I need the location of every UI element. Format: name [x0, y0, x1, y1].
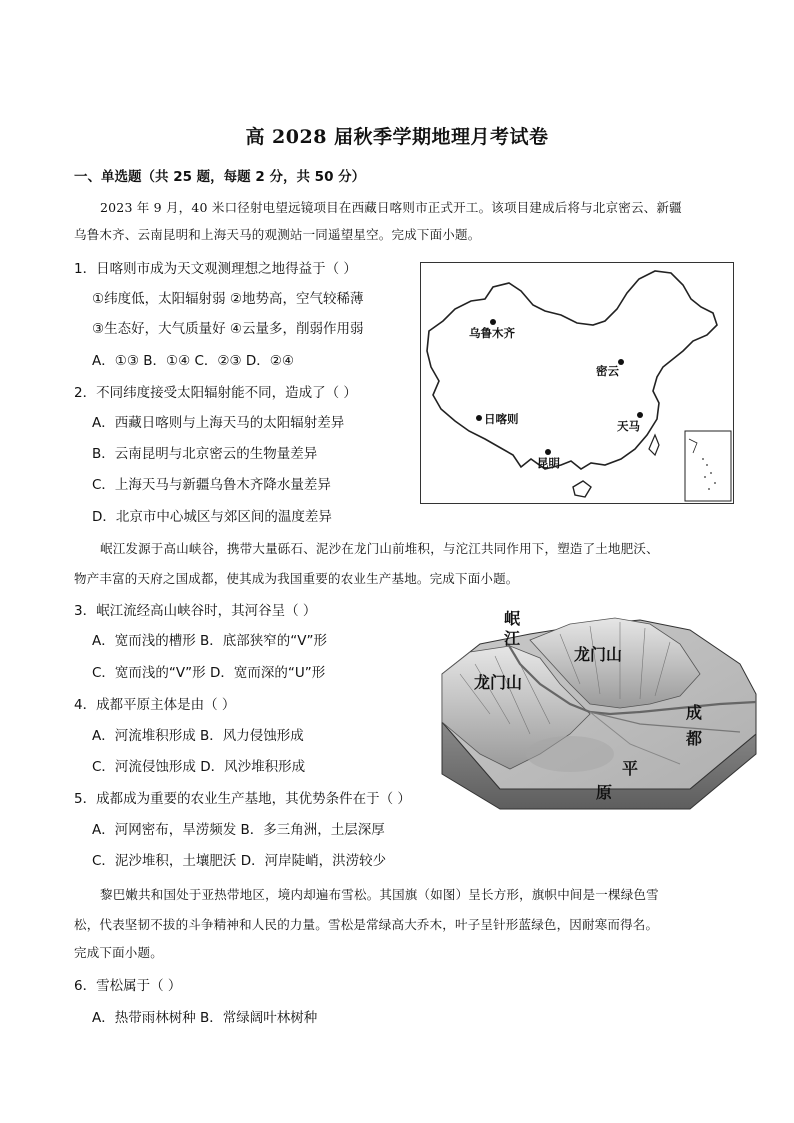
q1-choices: A．①③ B．①④ C．②③ D．②④ [92, 353, 295, 369]
q6-stem: 6．雪松属于（ ） [74, 978, 182, 994]
longmen-mountain-left-label: 龙门山 [474, 673, 523, 692]
chengdu-plain-label-ping: 平 [622, 759, 639, 778]
q4-row2: C．河流侵蚀形成 D．风沙堆积形成 [92, 759, 306, 775]
q3-stem: 3．岷江流经高山峡谷时，其河谷呈（ ） [74, 603, 317, 619]
longmen-mountain-right-label: 龙门山 [574, 645, 623, 664]
q1-stem: 1．日喀则市成为天文观测理想之地得益于（ ） [74, 261, 357, 277]
terrain-block-diagram [440, 604, 758, 816]
q2-option-b: B．云南昆明与北京密云的生物量差异 [92, 446, 318, 462]
shigatse-marker [476, 415, 482, 421]
q5-row2: C．泥沙堆积，土壤肥沃 D．河岸陡峭，洪涝较少 [92, 853, 387, 869]
q1-row2: ③生态好，大气质量好 ④云量多，削弱作用弱 [92, 321, 364, 337]
china-map-figure [420, 262, 734, 504]
passage2-line1: 岷江发源于高山峡谷，携带大量砾石、泥沙在龙门山前堆积，与沱江共同作用下，塑造了土地肥沃、 [100, 541, 659, 556]
q2-stem: 2．不同纬度接受太阳辐射能不同，造成了（ ） [74, 385, 357, 401]
q3-row1: A．宽而浅的槽形 B．底部狭窄的“V”形 [92, 633, 328, 649]
q6-row1: A．热带雨林树种 B．常绿阔叶林树种 [92, 1010, 318, 1026]
kunming-label: 昆明 [537, 456, 560, 470]
q4-stem: 4．成都平原主体是由（ ） [74, 697, 236, 713]
minjiang-label-2: 江 [504, 629, 521, 648]
passage2-line2: 物产丰富的天府之国成都，使其成为我国重要的农业生产基地。完成下面小题。 [74, 571, 519, 586]
passage3-line3: 完成下面小题。 [74, 945, 163, 960]
chengdu-plain-label-du: 都 [686, 729, 703, 748]
q1-row1: ①纬度低，太阳辐射弱 ②地势高，空气较稀薄 [92, 291, 364, 307]
passage1-line2: 乌鲁木齐、云南昆明和上海天马的观测站一同遥望星空。完成下面小题。 [74, 227, 481, 242]
q5-row1: A．河网密布，旱涝频发 B．多三角洲，土层深厚 [92, 822, 385, 838]
minjiang-label-1: 岷 [504, 609, 521, 628]
shigatse-label: 日喀则 [484, 412, 519, 426]
passage1-line1: 2023 年 9 月，40 米口径射电望远镜项目在西藏日喀则市正式开工。该项目建成后将与北京密云、新疆 [100, 200, 682, 215]
miyun-label: 密云 [596, 364, 619, 378]
urumqi-label: 乌鲁木齐 [469, 326, 515, 340]
q4-row1: A．河流堆积形成 B．风力侵蚀形成 [92, 728, 304, 744]
q3-row2: C．宽而浅的“V”形 D．宽而深的“U”形 [92, 665, 326, 681]
chengdu-plain-label-cheng: 成 [686, 703, 703, 722]
passage3-line2: 松，代表坚韧不拔的斗争精神和人民的力量。雪松是常绿高大乔木，叶子呈针形蓝绿色，因耐寒而得名。 [74, 917, 659, 932]
q2-option-d: D．北京市中心城区与郊区间的温度差异 [92, 509, 332, 525]
q2-option-a: A．西藏日喀则与上海天马的太阳辐射差异 [92, 415, 345, 431]
q5-stem: 5．成都成为重要的农业生产基地，其优势条件在于（ ） [74, 791, 411, 807]
section-header: 一、单选题（共 25 题，每题 2 分，共 50 分） [74, 169, 366, 185]
passage3-line1: 黎巴嫩共和国处于亚热带地区，境内却遍布雪松。其国旗（如图）呈长方形，旗帜中间是一棵绿色雪 [100, 887, 659, 902]
page-title: 高 2028 届秋季学期地理月考试卷 [245, 126, 549, 148]
tianma-label: 天马 [617, 419, 640, 433]
chengdu-plain-label-yuan: 原 [596, 783, 613, 802]
q2-option-c: C．上海天马与新疆乌鲁木齐降水量差异 [92, 477, 331, 493]
china-map-outline [421, 263, 733, 503]
